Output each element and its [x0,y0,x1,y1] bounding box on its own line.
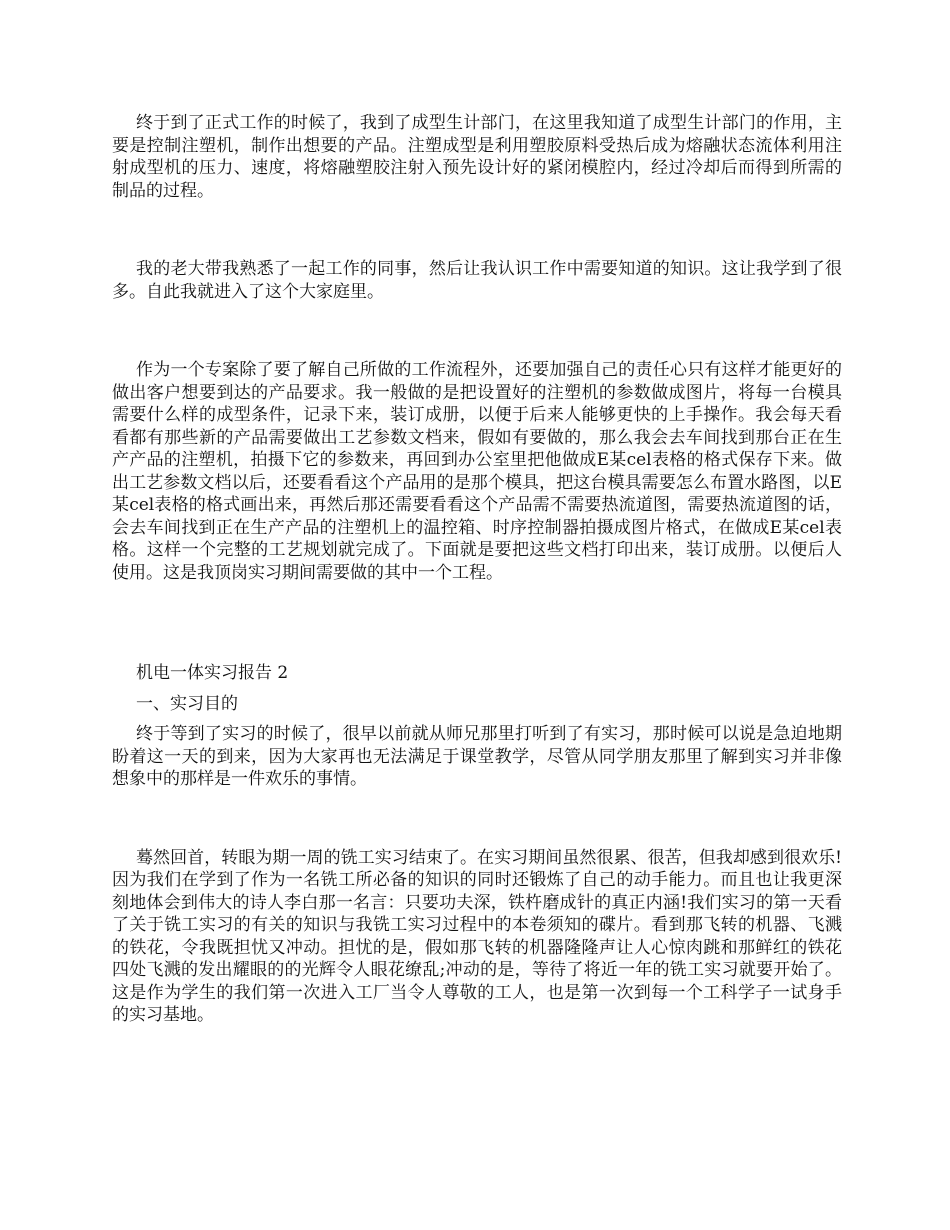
section-heading-purpose: 一、实习目的 [136,693,238,714]
document-page [112,112,842,1027]
paragraph-process-documentation: 作为一个专案除了要了解自己所做的工作流程外，还要加强自己的责任心只有这样才能更好的做出客户想要到达的产品要求。我一般做的是把设置好的注塑机的参数做成图片，将每一台模具需要什么样的成型条件，记录下来，装订成册，以便于后来人能够更快的上手操作。我会每天看看都有那些新的产品需要做出工艺参数文档来，假如有要做的，那么我会去车间找到那台正在生产产品的注塑机，拍摄下它的参数来，再回到办公室里把他做成E某cel表格的格式保存下来。做出工艺参数文档以后，还要看看这个产品用的是那个模具，把这台模具需要怎么布置水路图，以E某cel表格的格式画出来，再然后那还需要看看这个产品需不需要热流道图，需要热流道图的话，会去车间找到正在生产产品的注塑机上的温控箱、时序控制器拍摄成图片格式，在做成E某cel表格。这样一个完整的工艺规划就完成了。下面就是要把这些文档打印出来，装订成册。以便后人使用。这是我顶岗实习期间需要做的其中一个工程。 [112,360,842,583]
report-title: 机电一体实习报告 2 [136,663,289,683]
paragraph-colleagues: 我的老大带我熟悉了一起工作的同事，然后让我认识工作中需要知道的知识。这让我学到了很多。自此我就进入了这个大家庭里。 [112,259,842,302]
paragraph-internship-anticipation: 终于等到了实习的时候了，很早以前就从师兄那里打听到了有实习，那时候可以说是急迫地期盼着这一天的到来，因为大家再也无法满足于课堂教学，尽管从同学朋友那里了解到实习并非像想象中的那样是一件欢乐的事情。 [112,724,842,789]
paragraph-milling-internship: 蓦然回首，转眼为期一周的铣工实习结束了。在实习期间虽然很累、很苦，但我却感到很欢乐!因为我们在学到了作为一名铣工所必备的知识的同时还锻炼了自己的动手能力。而且也让我更深刻地体会到伟大的诗人李白那一名言：只要功夫深，铁杵磨成针的真正内涵!我们实习的第一天看了关于铣工实习的有关的知识与我铣工实习过程中的本卷须知的碟片。看到那飞转的机器、飞溅的铁花，令我既担忧又冲动。担忧的是，假如那飞转的机器隆隆声让人心惊肉跳和那鲜红的铁花四处飞溅的发出耀眼的的光辉令人眼花缭乱;冲动的是，等待了将近一年的铣工实习就要开始了。这是作为学生的我们第一次进入工厂当令人尊敬的工人，也是第一次到每一个工科学子一试身手的实习基地。 [112,847,842,1025]
paragraph-molding-department: 终于到了正式工作的时候了，我到了成型生计部门，在这里我知道了成型生计部门的作用，主要是控制注塑机，制作出想要的产品。注塑成型是利用塑胶原料受热后成为熔融状态流体利用注射成型机的压力、速度，将熔融塑胶注射入预先设计好的紧闭模腔内，经过冷却后而得到所需的制品的过程。 [112,113,842,201]
